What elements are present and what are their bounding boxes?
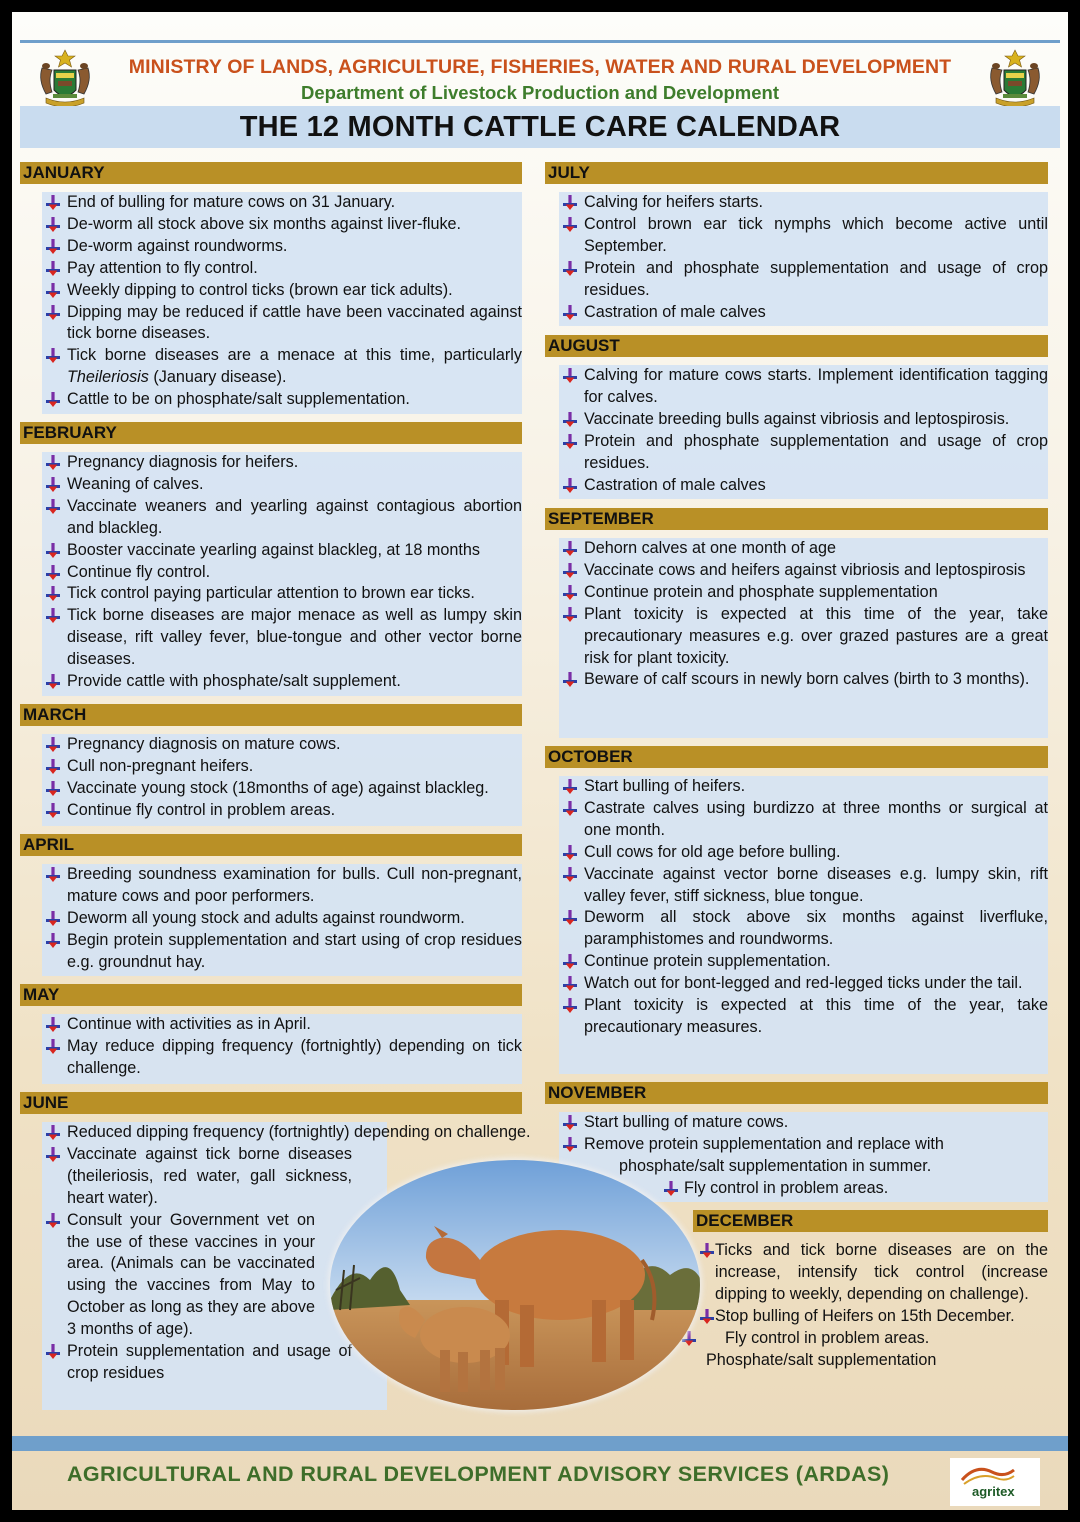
month-header-october: OCTOBER	[545, 746, 1048, 768]
pointing-arrow-icon	[563, 998, 577, 1013]
month-header-january: JANUARY	[20, 162, 522, 184]
pointing-arrow-icon	[563, 195, 577, 210]
month-header-july: JULY	[545, 162, 1048, 184]
list-item: Tick borne diseases are a menace at this time, particularly Theileriosis (January disease).	[42, 345, 522, 389]
list-item: Dehorn calves at one month of age	[559, 538, 1048, 560]
list-item: Pregnancy diagnosis for heifers.	[42, 452, 522, 474]
list-item: phosphate/salt supplementation in summer.	[619, 1156, 932, 1175]
list-item: Pay attention to fly control.	[42, 258, 522, 280]
list-item: Protein and phosphate supplementation and usage of crop residues.	[559, 258, 1048, 302]
pointing-arrow-icon	[46, 565, 60, 580]
pointing-arrow-icon	[563, 217, 577, 232]
month-header-september: SEPTEMBER	[545, 508, 1048, 530]
pointing-arrow-icon	[563, 541, 577, 556]
pointing-arrow-icon	[563, 845, 577, 860]
cow-and-calf-illustration	[330, 1160, 700, 1410]
pointing-arrow-icon	[563, 1115, 577, 1130]
month-list-december	[695, 1240, 1048, 1371]
footer-agency: AGRICULTURAL AND RURAL DEVELOPMENT ADVISORY SERVICES (ARDAS)	[67, 1462, 890, 1486]
list-item: Start bulling of mature cows.	[559, 1112, 1048, 1134]
page-title: THE 12 MONTH CATTLE CARE CALENDAR	[20, 106, 1060, 148]
pointing-arrow-icon	[563, 976, 577, 991]
list-item: Deworm all young stock and adults against roundworm.	[42, 908, 522, 930]
poster	[12, 12, 1068, 1510]
list-item: Vaccinate breeding bulls against vibriosis and leptospirosis.	[559, 409, 1048, 431]
top-rule	[20, 40, 1060, 43]
list-item: Weaning of calves.	[42, 474, 522, 496]
pointing-arrow-icon	[46, 586, 60, 601]
pointing-arrow-icon	[700, 1243, 714, 1258]
list-item: Weekly dipping to control ticks (brown ear tick adults).	[42, 280, 522, 302]
month-header-november: NOVEMBER	[545, 1082, 1048, 1104]
pointing-arrow-icon	[46, 759, 60, 774]
list-item: Fly control in problem areas.	[559, 1178, 1048, 1200]
pointing-arrow-icon	[563, 910, 577, 925]
pointing-arrow-icon	[46, 392, 60, 407]
list-item: Castration of male calves	[559, 302, 1048, 324]
list-item: Fly control in problem areas.	[695, 1328, 1048, 1350]
pointing-arrow-icon	[46, 933, 60, 948]
pointing-arrow-icon	[664, 1181, 678, 1196]
list-item: Beware of calf scours in newly born calves (birth to 3 months).	[559, 669, 1048, 691]
list-item: Deworm all stock above six months against liverfluke, paramphistomes and roundworms.	[559, 907, 1048, 951]
pointing-arrow-icon	[46, 499, 60, 514]
list-item: Continue protein supplementation.	[559, 951, 1048, 973]
list-item: End of bulling for mature cows on 31 January.	[42, 192, 522, 214]
pointing-arrow-icon	[46, 1213, 60, 1228]
month-box-october	[559, 776, 1048, 1074]
list-item: Reduced dipping frequency (fortnightly) depending on challenge.	[42, 1122, 542, 1144]
month-header-december: DECEMBER	[693, 1210, 1048, 1232]
pointing-arrow-icon	[46, 608, 60, 623]
pointing-arrow-icon	[46, 477, 60, 492]
list-item: Vaccinate weaners and yearling against contagious abortion and blackleg.	[42, 496, 522, 540]
pointing-arrow-icon	[46, 217, 60, 232]
pointing-arrow-icon	[563, 585, 577, 600]
agritex-logo	[950, 1458, 1040, 1506]
pointing-arrow-icon	[563, 1137, 577, 1152]
pointing-arrow-icon	[563, 478, 577, 493]
logo-text: agritex	[972, 1484, 1015, 1499]
list-item: Plant toxicity is expected at this time of the year, take precautionary measures e.g. over grazed pastures are a great risk for plant toxicity.	[559, 604, 1048, 670]
list-item: Booster vaccinate yearling against blackleg, at 18 months	[42, 540, 522, 562]
disease-name: Theileriosis	[67, 368, 149, 387]
pointing-arrow-icon	[563, 867, 577, 882]
list-item: Cull cows for old age before bulling.	[559, 842, 1048, 864]
month-list-january	[42, 192, 522, 411]
list-item: Protein and phosphate supplementation and usage of crop residues.	[559, 431, 1048, 475]
list-item: Castrate calves using burdizzo at three months or surgical at one month.	[559, 798, 1048, 842]
pointing-arrow-icon	[563, 434, 577, 449]
month-box-december	[695, 1240, 1048, 1390]
pointing-arrow-icon	[563, 368, 577, 383]
pointing-arrow-icon	[46, 455, 60, 470]
cattle-photo	[330, 1160, 700, 1410]
pointing-arrow-icon	[46, 781, 60, 796]
pointing-arrow-icon	[46, 867, 60, 882]
list-item: De-worm all stock above six months against liver-fluke.	[42, 214, 522, 236]
pointing-arrow-icon	[46, 1147, 60, 1162]
month-list-september	[559, 538, 1048, 691]
pointing-arrow-icon	[563, 779, 577, 794]
list-item: Cull non-pregnant heifers.	[42, 756, 522, 778]
month-list-july	[559, 192, 1048, 323]
ministry-heading: MINISTRY OF LANDS, AGRICULTURE, FISHERIES, WATER AND RURAL DEVELOPMENT	[128, 56, 952, 78]
list-item: Vaccinate cows and heifers against vibriosis and leptospirosis	[559, 560, 1048, 582]
list-item: Calving for heifers starts.	[559, 192, 1048, 214]
list-item: Consult your Government vet on the use of these vaccines in your area. (Animals can be vaccinated using the vaccines from May to October as long as they are above 3 months of age).	[42, 1210, 315, 1341]
pointing-arrow-icon	[46, 543, 60, 558]
month-header-june: JUNE	[20, 1092, 522, 1114]
list-item: Phosphate/salt supplementation	[681, 1350, 1048, 1372]
month-box-february	[42, 452, 522, 696]
month-box-march	[42, 734, 522, 826]
list-item: Tick control paying particular attention to brown ear ticks.	[42, 583, 522, 605]
pointing-arrow-icon	[563, 261, 577, 276]
month-list-february	[42, 452, 522, 693]
pointing-arrow-icon	[563, 672, 577, 687]
list-item: Ticks and tick borne diseases are on the increase, intensify tick control (increase dipping to weekly, depending on challenge).	[695, 1240, 1048, 1306]
pointing-arrow-icon	[46, 1344, 60, 1359]
month-list-may	[42, 1014, 522, 1080]
list-item: Start bulling of heifers.	[559, 776, 1048, 798]
list-item: Watch out for bont-legged and red-legged ticks under the tail.	[559, 973, 1048, 995]
pointing-arrow-icon	[46, 195, 60, 210]
month-list-november	[559, 1112, 1048, 1200]
list-item: Remove protein supplementation and replace with	[559, 1134, 1048, 1156]
list-item: De-worm against roundworms.	[42, 236, 522, 258]
pointing-arrow-icon	[563, 305, 577, 320]
month-list-october	[559, 776, 1048, 1039]
list-item: Stop bulling of Heifers on 15th December.	[695, 1306, 1048, 1328]
month-list-august	[559, 365, 1048, 496]
month-box-september	[559, 538, 1048, 738]
pointing-arrow-icon	[700, 1309, 714, 1324]
list-item: May reduce dipping frequency (fortnightly) depending on tick challenge.	[42, 1036, 522, 1080]
list-item: Control brown ear tick nymphs which become active until September.	[559, 214, 1048, 258]
month-box-january	[42, 192, 522, 414]
pointing-arrow-icon	[46, 239, 60, 254]
pointing-arrow-icon	[46, 305, 60, 320]
list-item: Dipping may be reduced if cattle have been vaccinated against tick borne diseases.	[42, 302, 522, 346]
list-item: Tick borne diseases are major menace as well as lumpy skin disease, rift valley fever, blue-tongue and other vector borne diseases.	[42, 605, 522, 671]
department-heading: Department of Livestock Production and Development	[301, 82, 779, 103]
month-header-february: FEBRUARY	[20, 422, 522, 444]
month-list-april	[42, 864, 522, 974]
pointing-arrow-icon	[46, 283, 60, 298]
month-box-july	[559, 192, 1048, 326]
month-header-march: MARCH	[20, 704, 522, 726]
list-item: Continue protein and phosphate supplementation	[559, 582, 1048, 604]
list-item: Provide cattle with phosphate/salt supplement.	[42, 671, 522, 693]
pointing-arrow-icon	[563, 563, 577, 578]
pointing-arrow-icon	[563, 607, 577, 622]
list-item: Breeding soundness examination for bulls. Cull non-pregnant, mature cows and poor performers.	[42, 864, 522, 908]
month-header-april: APRIL	[20, 834, 522, 856]
list-item: Castration of male calves	[559, 475, 1048, 497]
pointing-arrow-icon	[46, 737, 60, 752]
pointing-arrow-icon	[46, 1017, 60, 1032]
pointing-arrow-icon	[46, 803, 60, 818]
pointing-arrow-icon	[563, 801, 577, 816]
list-item: Cattle to be on phosphate/salt supplementation.	[42, 389, 522, 411]
month-header-august: AUGUST	[545, 335, 1048, 357]
month-box-august	[559, 365, 1048, 499]
list-item: Pregnancy diagnosis on mature cows.	[42, 734, 522, 756]
pointing-arrow-icon	[46, 348, 60, 363]
month-box-april	[42, 864, 522, 976]
list-item: Calving for mature cows starts. Implement identification tagging for calves.	[559, 365, 1048, 409]
pointing-arrow-icon	[46, 674, 60, 689]
bottom-rule	[12, 1436, 1068, 1451]
list-item: Plant toxicity is expected at this time of the year, take precautionary measures.	[559, 995, 1048, 1039]
list-item: Continue fly control.	[42, 562, 522, 584]
month-header-may: MAY	[20, 984, 522, 1006]
pointing-arrow-icon	[46, 1125, 60, 1140]
list-item: Vaccinate young stock (18months of age) against blackleg.	[42, 778, 522, 800]
pointing-arrow-icon	[563, 412, 577, 427]
pointing-arrow-icon	[46, 261, 60, 276]
pointing-arrow-icon	[46, 911, 60, 926]
pointing-arrow-icon	[46, 1039, 60, 1054]
list-item: Continue fly control in problem areas.	[42, 800, 522, 822]
list-item: Continue with activities as in April.	[42, 1014, 522, 1036]
list-item: Begin protein supplementation and start using of crop residues e.g. groundnut hay.	[42, 930, 522, 974]
pointing-arrow-icon	[563, 954, 577, 969]
list-item: Vaccinate against tick borne diseases (theileriosis, red water, gall sickness, heart water).	[42, 1144, 352, 1210]
list-item: Protein supplementation and usage of crop residues	[42, 1341, 352, 1385]
list-item: Vaccinate against vector borne diseases e.g. lumpy skin, rift valley fever, stiff sickness, blue tongue.	[559, 864, 1048, 908]
month-box-may	[42, 1014, 522, 1084]
month-list-march	[42, 734, 522, 822]
